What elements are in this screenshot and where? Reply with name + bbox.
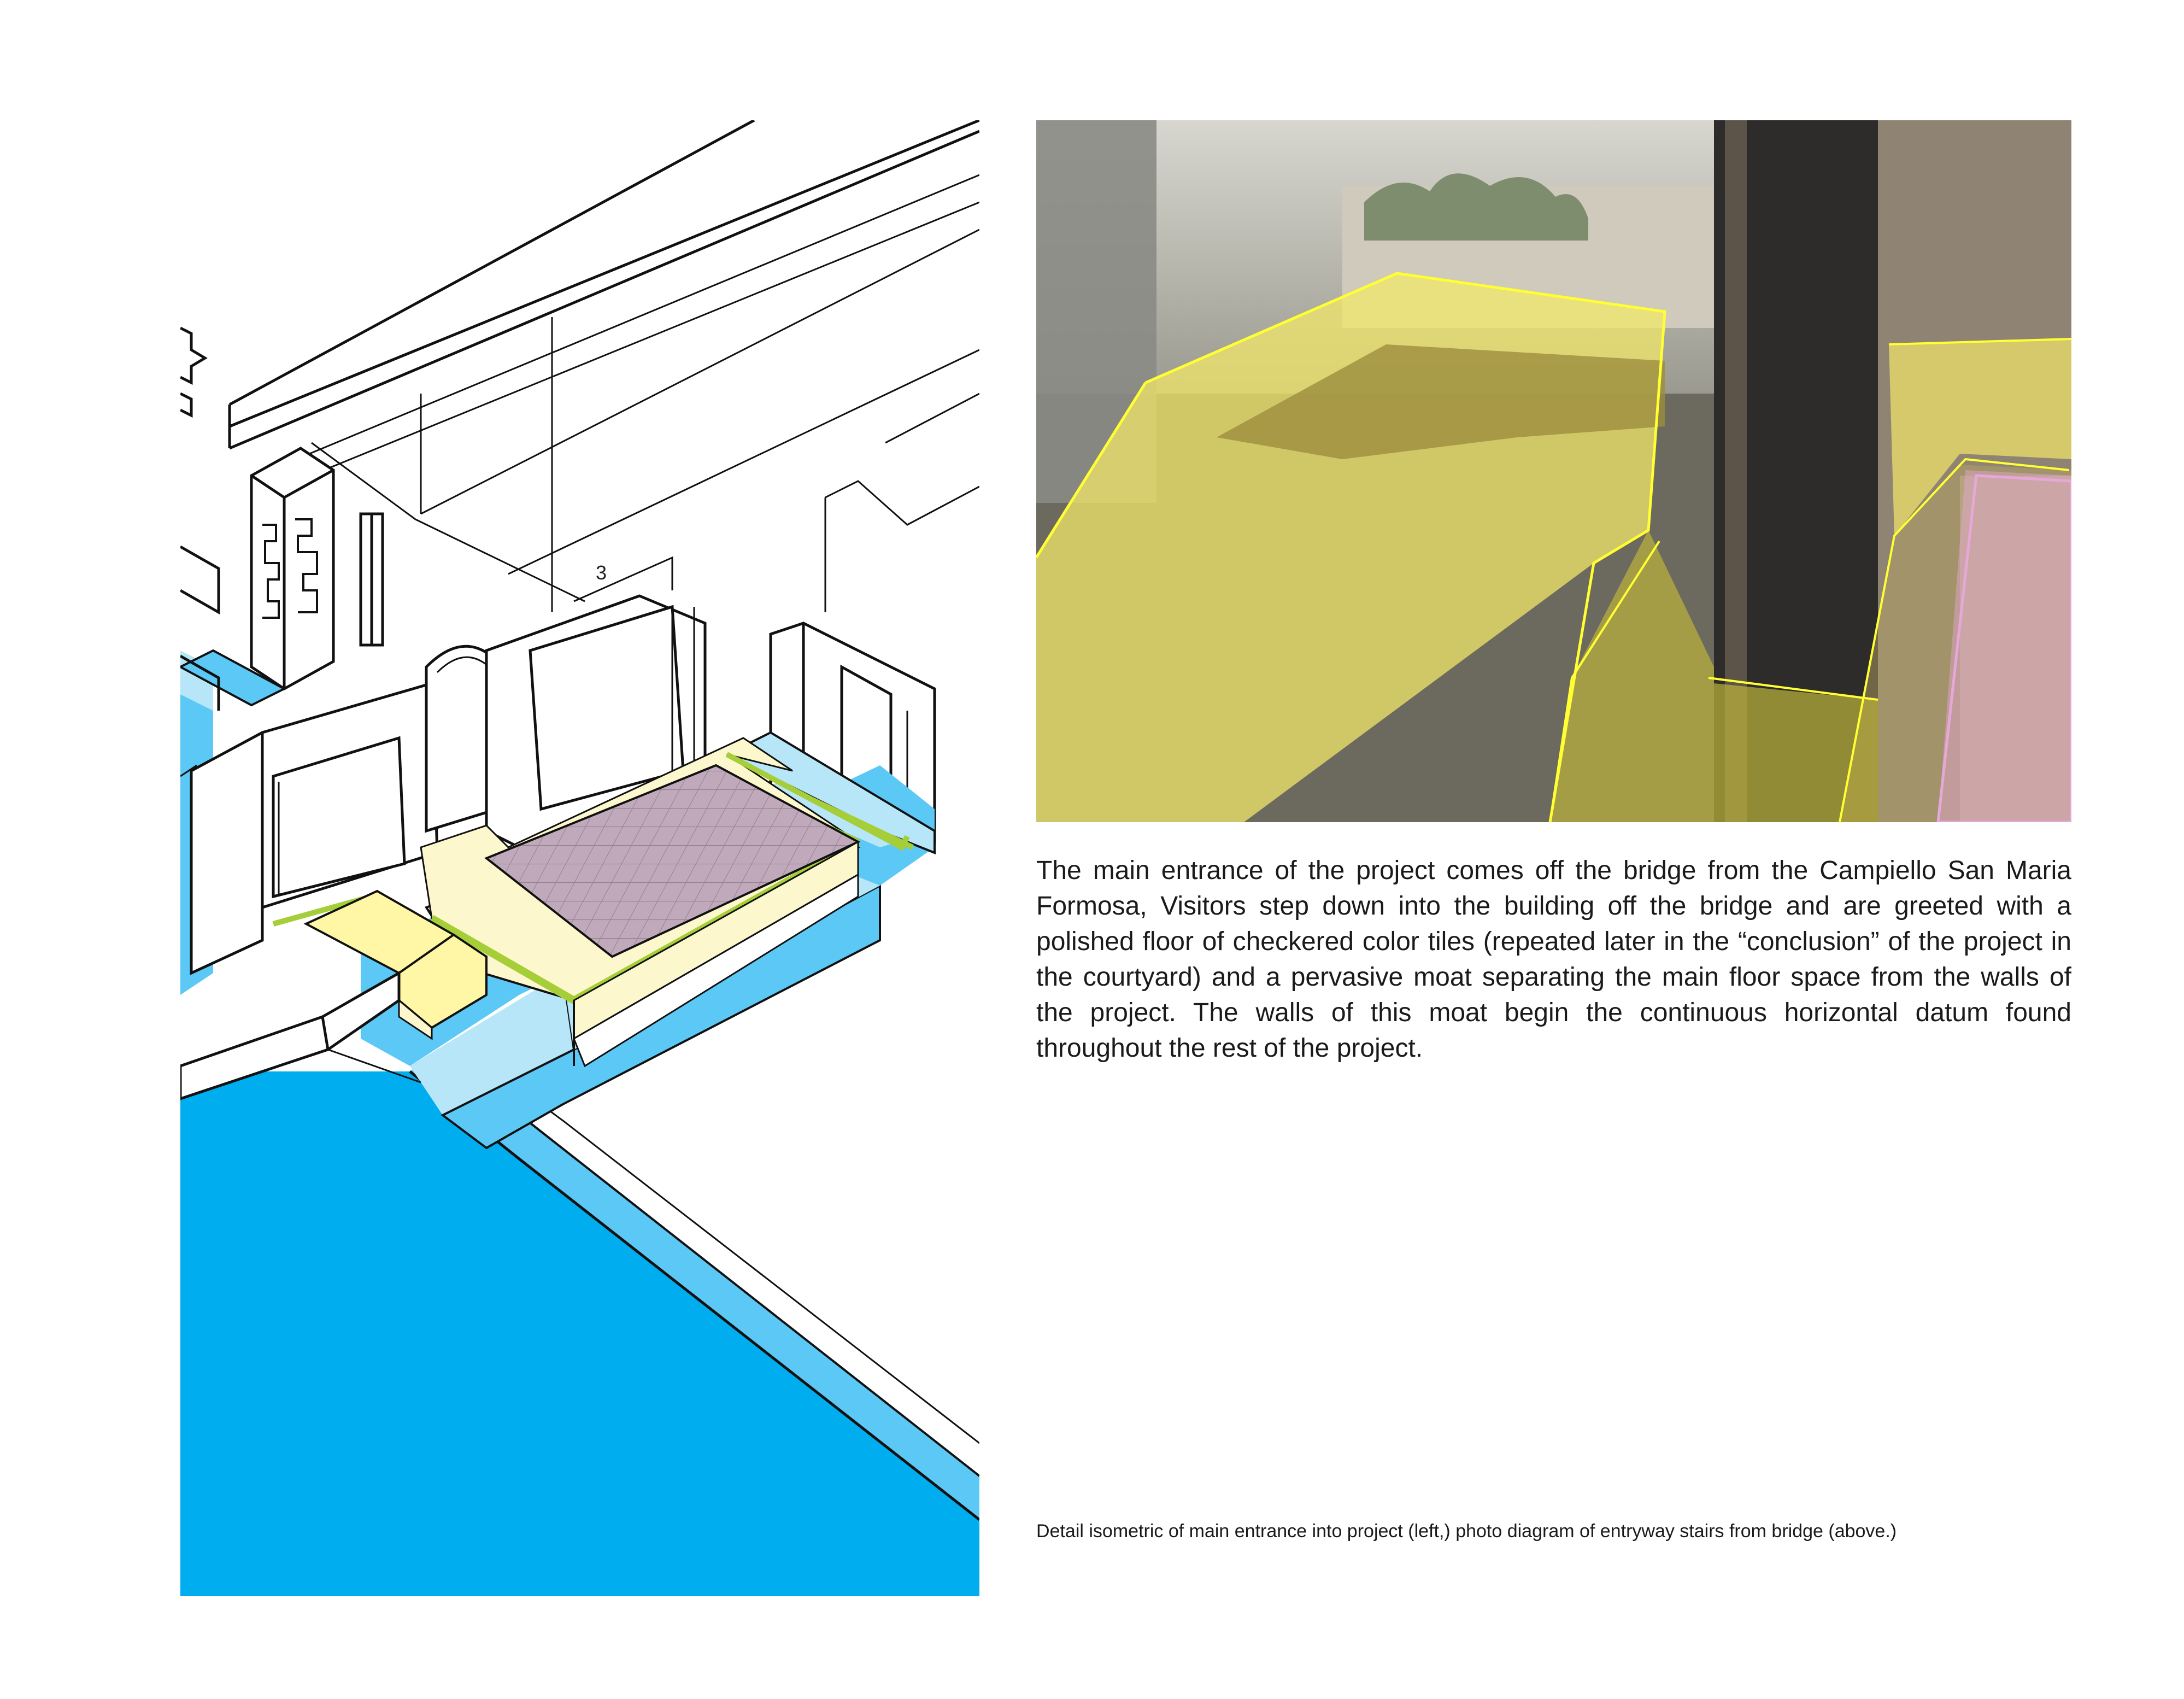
pier-sculpture [251, 448, 383, 689]
canal-water [180, 1044, 979, 1596]
description-paragraph: The main entrance of the project comes off the bridge from the Campiello San Maria Formosa, Visitors step down into the building off the bridge and are greeted with a polished floor of checkered color tiles (repeated later in the “conclusion” of the project in the courtyard) and a pervasive moat separating the main floor space from the walls of the project. The walls of this moat begin the continuous horizontal datum found throughout the rest of the project. [1036, 856, 2071, 1063]
figure-caption: Detail isometric of main entrance into project (left,) photo diagram of entryway stairs from bridge (above.) [1036, 1521, 1897, 1542]
entryway-photo-diagram [1036, 120, 2071, 822]
isometric-drawing [180, 120, 979, 1596]
roof-lines [230, 120, 979, 612]
view-label-3: 3 [596, 561, 607, 584]
